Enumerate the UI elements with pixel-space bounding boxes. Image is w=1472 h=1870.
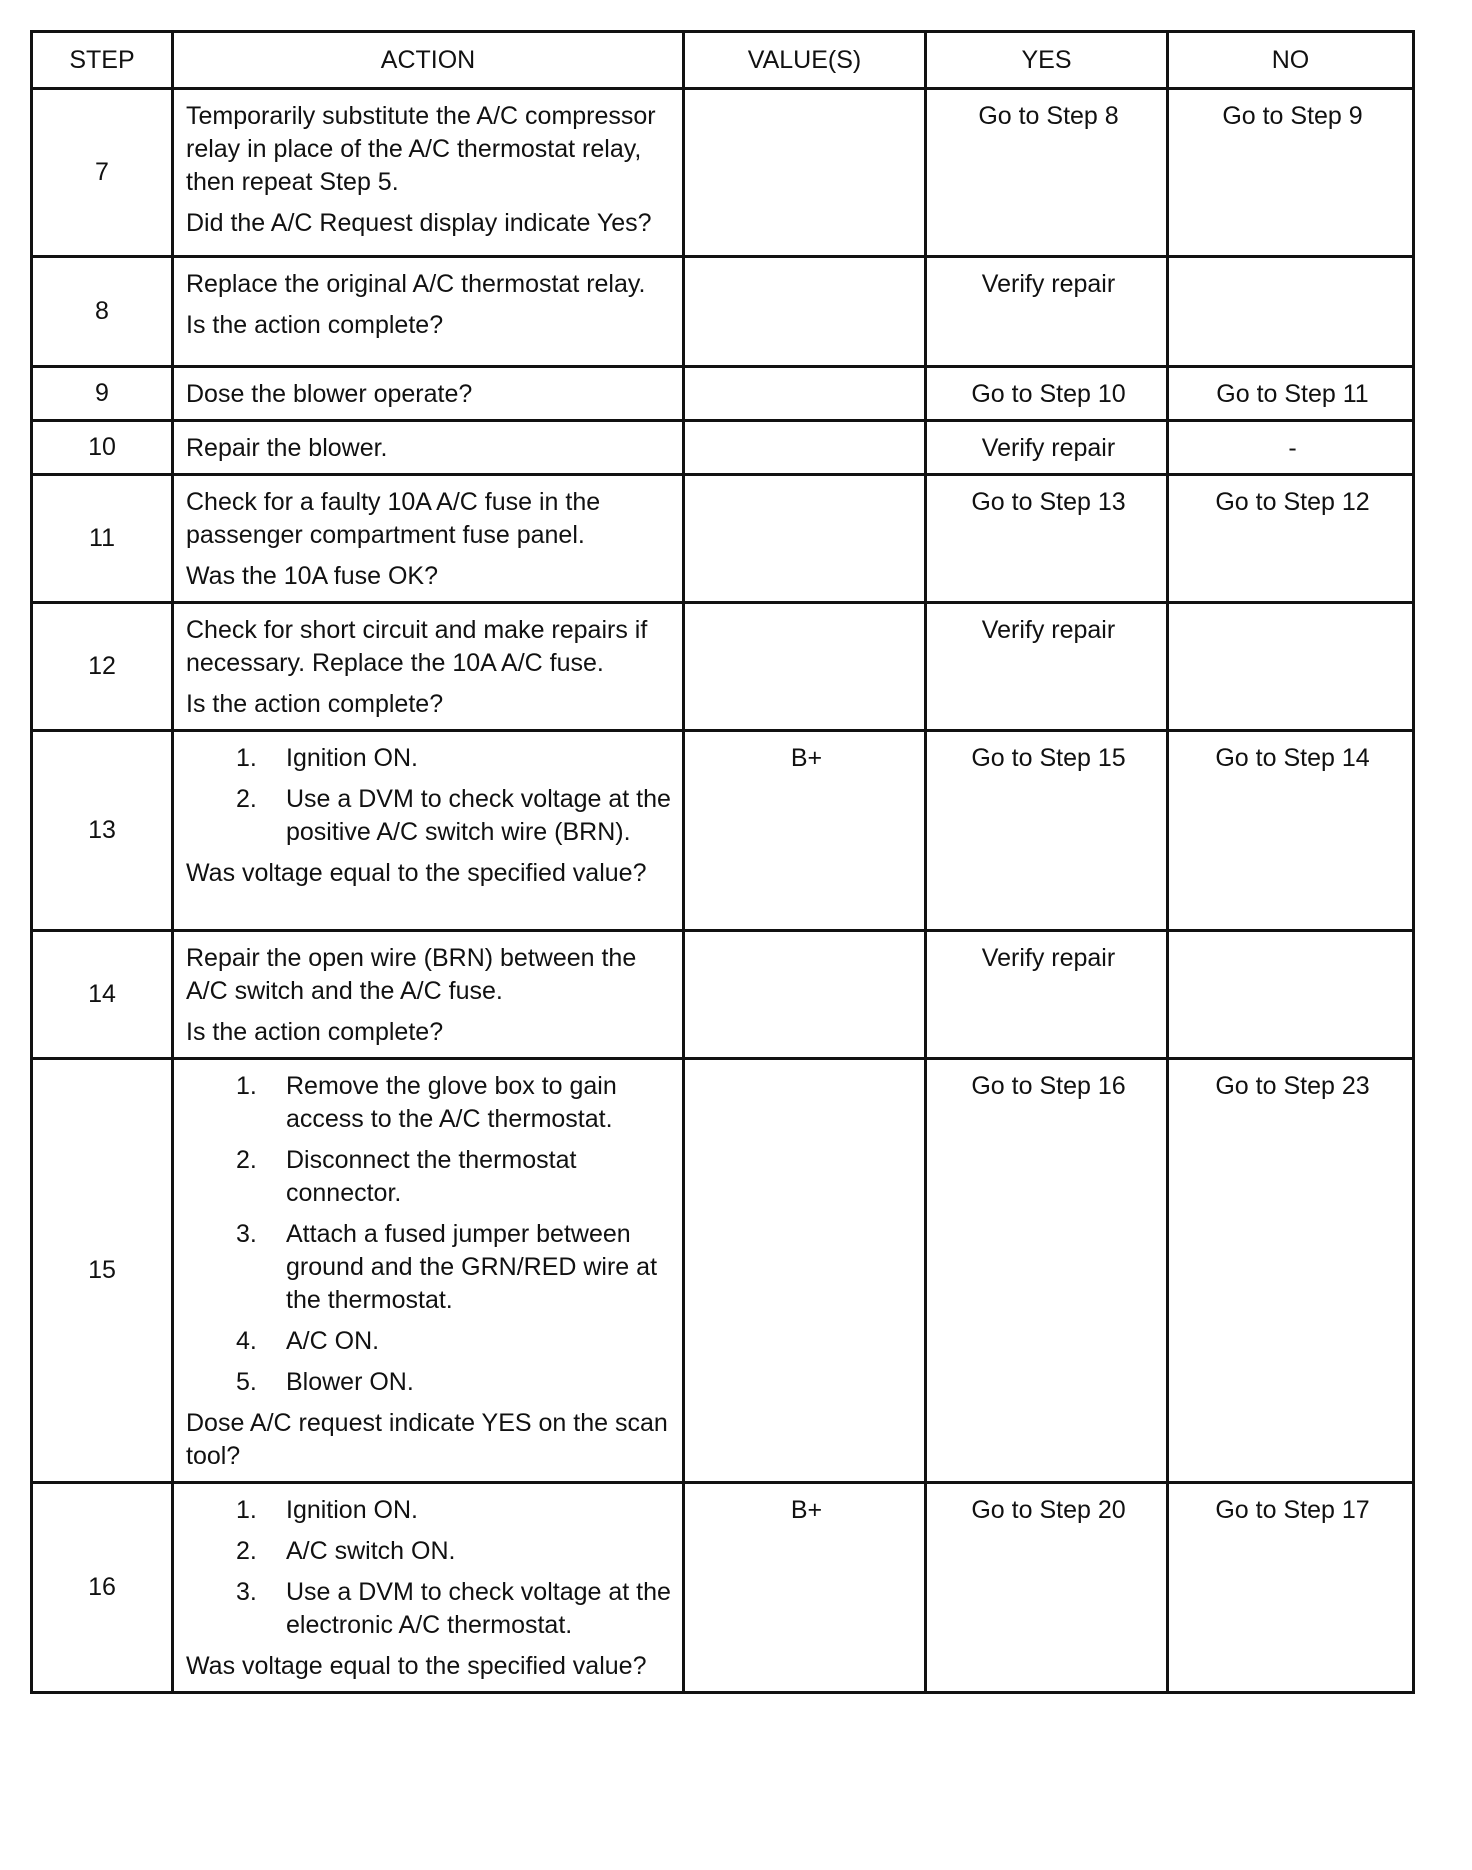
list-item-text: Disconnect the thermostat connector. — [286, 1146, 577, 1207]
table-row — [32, 367, 1414, 421]
list-item-text: Remove the glove box to gain access to the A/C thermostat. — [286, 1072, 617, 1133]
action-question: Was voltage equal to the specified value? — [186, 1652, 647, 1680]
value-cell — [684, 1059, 926, 1483]
value-cell — [684, 367, 926, 421]
list-item-text: Use a DVM to check voltage at the positive A/C switch wire (BRN). — [286, 785, 671, 846]
yes-cell: Go to Step 20 — [926, 1483, 1168, 1693]
header-no: NO — [1168, 32, 1414, 89]
action-list-item — [186, 1218, 674, 1317]
step-number: 15 — [32, 1059, 173, 1483]
yes-cell: Go to Step 15 — [926, 731, 1168, 931]
step-number: 8 — [32, 257, 173, 367]
table-row — [32, 475, 1414, 603]
value-cell: B+ — [684, 731, 926, 931]
action-cell — [173, 257, 684, 367]
action-text: Check for short circuit and make repairs if necessary. Replace the 10A A/C fuse. — [186, 616, 648, 677]
header-row — [32, 32, 1414, 89]
step-number: 12 — [32, 603, 173, 731]
diagnostic-table-sheet — [30, 30, 1412, 1694]
action-cell — [173, 1059, 684, 1483]
action-cell — [173, 89, 684, 257]
table-row — [32, 1059, 1414, 1483]
yes-cell: Verify repair — [926, 931, 1168, 1059]
step-number: 16 — [32, 1483, 173, 1693]
action-text: Temporarily substitute the A/C compressor relay in place of the A/C thermostat relay, then repeat Step 5. — [186, 102, 656, 196]
table-row — [32, 931, 1414, 1059]
value-cell — [684, 89, 926, 257]
action-text: Is the action complete? — [186, 690, 444, 718]
list-item-number: 1. — [236, 744, 257, 772]
action-cell — [173, 603, 684, 731]
action-list-item — [186, 1366, 674, 1399]
no-cell: Go to Step 11 — [1168, 367, 1414, 421]
yes-cell: Verify repair — [926, 421, 1168, 475]
action-step-list — [186, 1494, 674, 1642]
list-item-number: 2. — [236, 1537, 257, 1565]
action-step-list — [186, 742, 674, 849]
value-cell — [684, 257, 926, 367]
value-cell — [684, 421, 926, 475]
table-row — [32, 257, 1414, 367]
action-text: Is the action complete? — [186, 1018, 444, 1046]
action-cell — [173, 475, 684, 603]
header-action: ACTION — [173, 32, 684, 89]
yes-cell: Verify repair — [926, 257, 1168, 367]
action-list-item — [186, 783, 674, 849]
value-cell: B+ — [684, 1483, 926, 1693]
action-text: Replace the original A/C thermostat relay. — [186, 270, 646, 298]
step-number: 9 — [32, 367, 173, 421]
diagnostic-table — [30, 30, 1415, 1694]
list-item-number: 2. — [236, 785, 257, 813]
action-list-item — [186, 1494, 674, 1527]
value-cell — [684, 603, 926, 731]
table-row — [32, 421, 1414, 475]
list-item-text: Ignition ON. — [286, 1496, 419, 1524]
action-text: Repair the blower. — [186, 434, 388, 462]
action-list-item — [186, 1144, 674, 1210]
list-item-text: A/C ON. — [286, 1327, 380, 1355]
no-cell — [1168, 257, 1414, 367]
action-list-item — [186, 1325, 674, 1358]
no-cell: Go to Step 17 — [1168, 1483, 1414, 1693]
action-text: Repair the open wire (BRN) between the A/C switch and the A/C fuse. — [186, 944, 637, 1005]
yes-cell: Go to Step 16 — [926, 1059, 1168, 1483]
action-list-item — [186, 1535, 674, 1568]
table-row — [32, 89, 1414, 257]
action-cell — [173, 421, 684, 475]
header-step: STEP — [32, 32, 173, 89]
list-item-number: 3. — [236, 1578, 257, 1606]
header-yes: YES — [926, 32, 1168, 89]
no-cell — [1168, 603, 1414, 731]
action-cell — [173, 731, 684, 931]
yes-cell: Verify repair — [926, 603, 1168, 731]
step-number: 14 — [32, 931, 173, 1059]
action-list-item — [186, 1070, 674, 1136]
yes-cell: Go to Step 8 — [926, 89, 1168, 257]
no-cell: Go to Step 23 — [1168, 1059, 1414, 1483]
yes-cell: Go to Step 13 — [926, 475, 1168, 603]
no-cell: - — [1168, 421, 1414, 475]
table-row — [32, 603, 1414, 731]
list-item-text: Attach a fused jumper between ground and the GRN/RED wire at the thermostat. — [286, 1220, 658, 1314]
no-cell — [1168, 931, 1414, 1059]
list-item-number: 1. — [236, 1072, 257, 1100]
list-item-number: 3. — [236, 1220, 257, 1248]
action-text: Was the 10A fuse OK? — [186, 562, 438, 590]
action-text: Did the A/C Request display indicate Yes? — [186, 209, 652, 237]
action-cell — [173, 367, 684, 421]
action-text: Check for a faulty 10A A/C fuse in the passenger compartment fuse panel. — [186, 488, 601, 549]
action-step-list — [186, 1070, 674, 1399]
table-row — [32, 1483, 1414, 1693]
header-values: VALUE(S) — [684, 32, 926, 89]
action-text: Dose the blower operate? — [186, 380, 473, 408]
list-item-number: 2. — [236, 1146, 257, 1174]
value-cell — [684, 931, 926, 1059]
list-item-text: A/C switch ON. — [286, 1537, 456, 1565]
action-question: Was voltage equal to the specified value? — [186, 859, 647, 887]
action-cell — [173, 1483, 684, 1693]
table-body — [32, 89, 1414, 1693]
value-cell — [684, 475, 926, 603]
table-row — [32, 731, 1414, 931]
action-question: Dose A/C request indicate YES on the scan tool? — [186, 1409, 668, 1470]
step-number: 13 — [32, 731, 173, 931]
action-cell — [173, 931, 684, 1059]
step-number: 10 — [32, 421, 173, 475]
step-number: 11 — [32, 475, 173, 603]
action-text: Is the action complete? — [186, 311, 444, 339]
action-list-item — [186, 1576, 674, 1642]
list-item-text: Ignition ON. — [286, 744, 419, 772]
list-item-text: Use a DVM to check voltage at the electronic A/C thermostat. — [286, 1578, 671, 1639]
yes-cell: Go to Step 10 — [926, 367, 1168, 421]
list-item-number: 4. — [236, 1327, 257, 1355]
step-number: 7 — [32, 89, 173, 257]
no-cell: Go to Step 14 — [1168, 731, 1414, 931]
no-cell: Go to Step 9 — [1168, 89, 1414, 257]
list-item-text: Blower ON. — [286, 1368, 414, 1396]
list-item-number: 1. — [236, 1496, 257, 1524]
no-cell: Go to Step 12 — [1168, 475, 1414, 603]
action-list-item — [186, 742, 674, 775]
list-item-number: 5. — [236, 1368, 257, 1396]
